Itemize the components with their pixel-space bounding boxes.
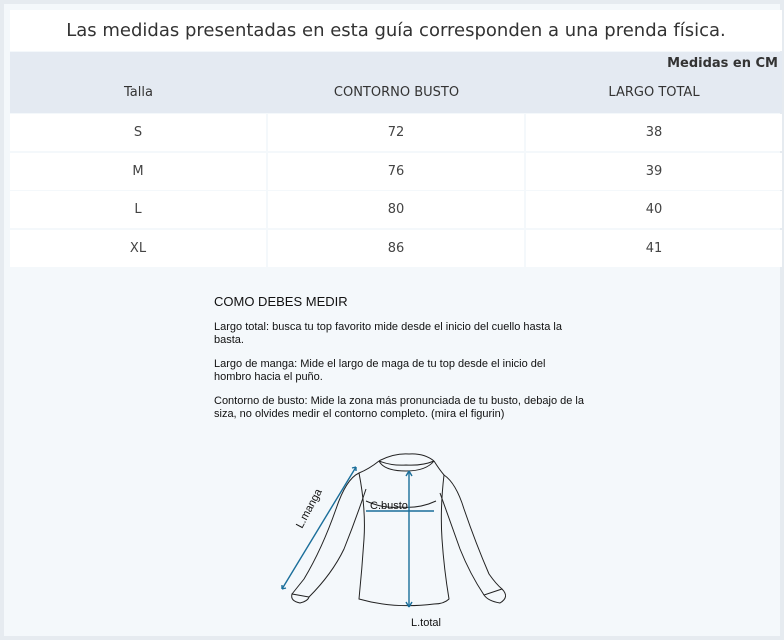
instruction-bust: Contorno de busto: Mide la zona más pronunciada de tu busto, debajo de la siza, no olvides medir el contorno completo. (mira el figurin): [214, 395, 584, 420]
size-cell: S: [10, 114, 266, 151]
instructions-title: COMO DEBES MEDIR: [214, 294, 348, 309]
bust-cell: 72: [268, 114, 524, 151]
length-cell: 39: [526, 153, 782, 190]
column-header-size: Talla: [124, 85, 153, 100]
bust-label: C.busto: [370, 500, 408, 512]
garment-measurement-figure: [274, 449, 524, 634]
column-header-bust: CONTORNO BUSTO: [333, 85, 460, 100]
units-label: Medidas en CM: [667, 56, 778, 71]
bust-cell: 86: [268, 230, 524, 267]
measurement-lines: [282, 467, 434, 607]
measuring-instructions: [214, 294, 584, 432]
top-sketch: [292, 454, 506, 606]
table-row: [10, 191, 782, 228]
sleeve-measure-line: [282, 467, 356, 589]
bust-cell: 76: [268, 153, 524, 190]
bust-cell: 80: [268, 191, 524, 228]
table-header: [10, 52, 782, 113]
notice-text: Las medidas presentadas en esta guía corresponden a una prenda física.: [10, 10, 782, 51]
size-cell: XL: [10, 230, 266, 267]
length-label: L.total: [411, 617, 441, 629]
table-row: [10, 114, 782, 151]
instruction-total-length: Largo total: busca tu top favorito mide desde el inicio del cuello hasta la basta.: [214, 321, 562, 346]
table-row: [10, 153, 782, 190]
sleeve-label: L.manga: [294, 486, 325, 531]
length-cell: 41: [526, 230, 782, 267]
instruction-sleeve-length: Largo de manga: Mide el largo de maga de tu top desde el inicio del hombro hacia el puño.: [214, 358, 546, 383]
column-header-length: LARGO TOTAL: [608, 85, 700, 100]
size-cell: L: [10, 191, 266, 228]
length-cell: 40: [526, 191, 782, 228]
table-row: [10, 230, 782, 267]
length-cell: 38: [526, 114, 782, 151]
size-cell: M: [10, 153, 266, 190]
